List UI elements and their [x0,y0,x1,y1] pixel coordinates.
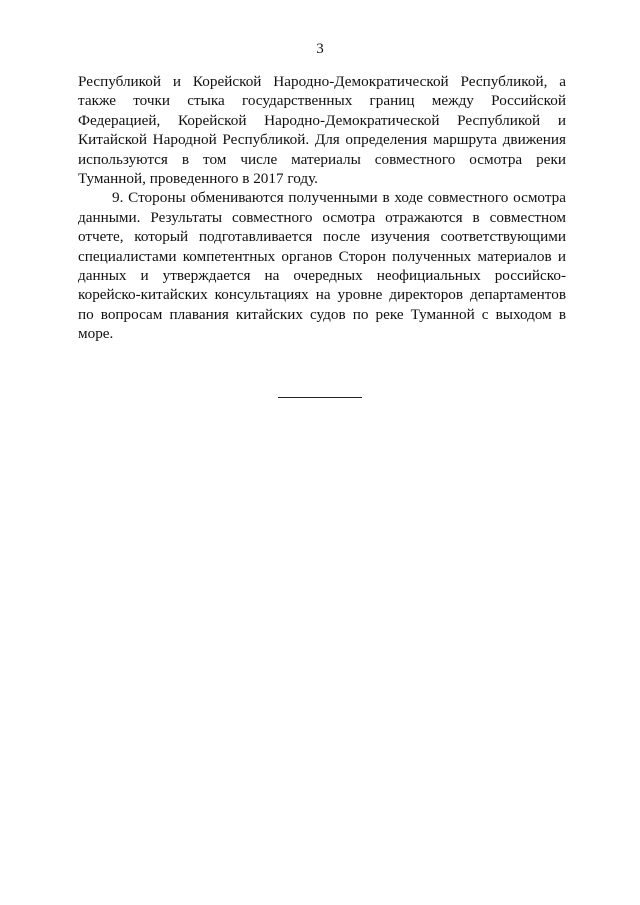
document-body [78,72,566,344]
paragraph-9: 9. Стороны обмениваются полученными в ходе совместного осмотра данными. Результаты совместного осмотра отражаются в совместном отчете, который подготавливается после изучения соответствующими специалистами компетентных органов Сторон полученных материалов и данных и утверждается на очередных неофициальных российско-корейско-китайских консультациях на уровне директоров департаментов по вопросам плавания китайских судов по реке Туманной с выходом в море. [78,189,566,343]
page-number: 3 [316,41,324,57]
paragraph-continuation: Республикой и Корейской Народно-Демократической Республикой, а также точки стыка государственных границ между Российской Федерацией, Корейской Народно-Демократической Республикой и Китайской Народной Республикой. Для определения маршрута движения используются в том числе материалы совместного осмотра реки Туманной, проведенного в 2017 году. [78,73,566,188]
end-of-document-rule [278,397,362,398]
